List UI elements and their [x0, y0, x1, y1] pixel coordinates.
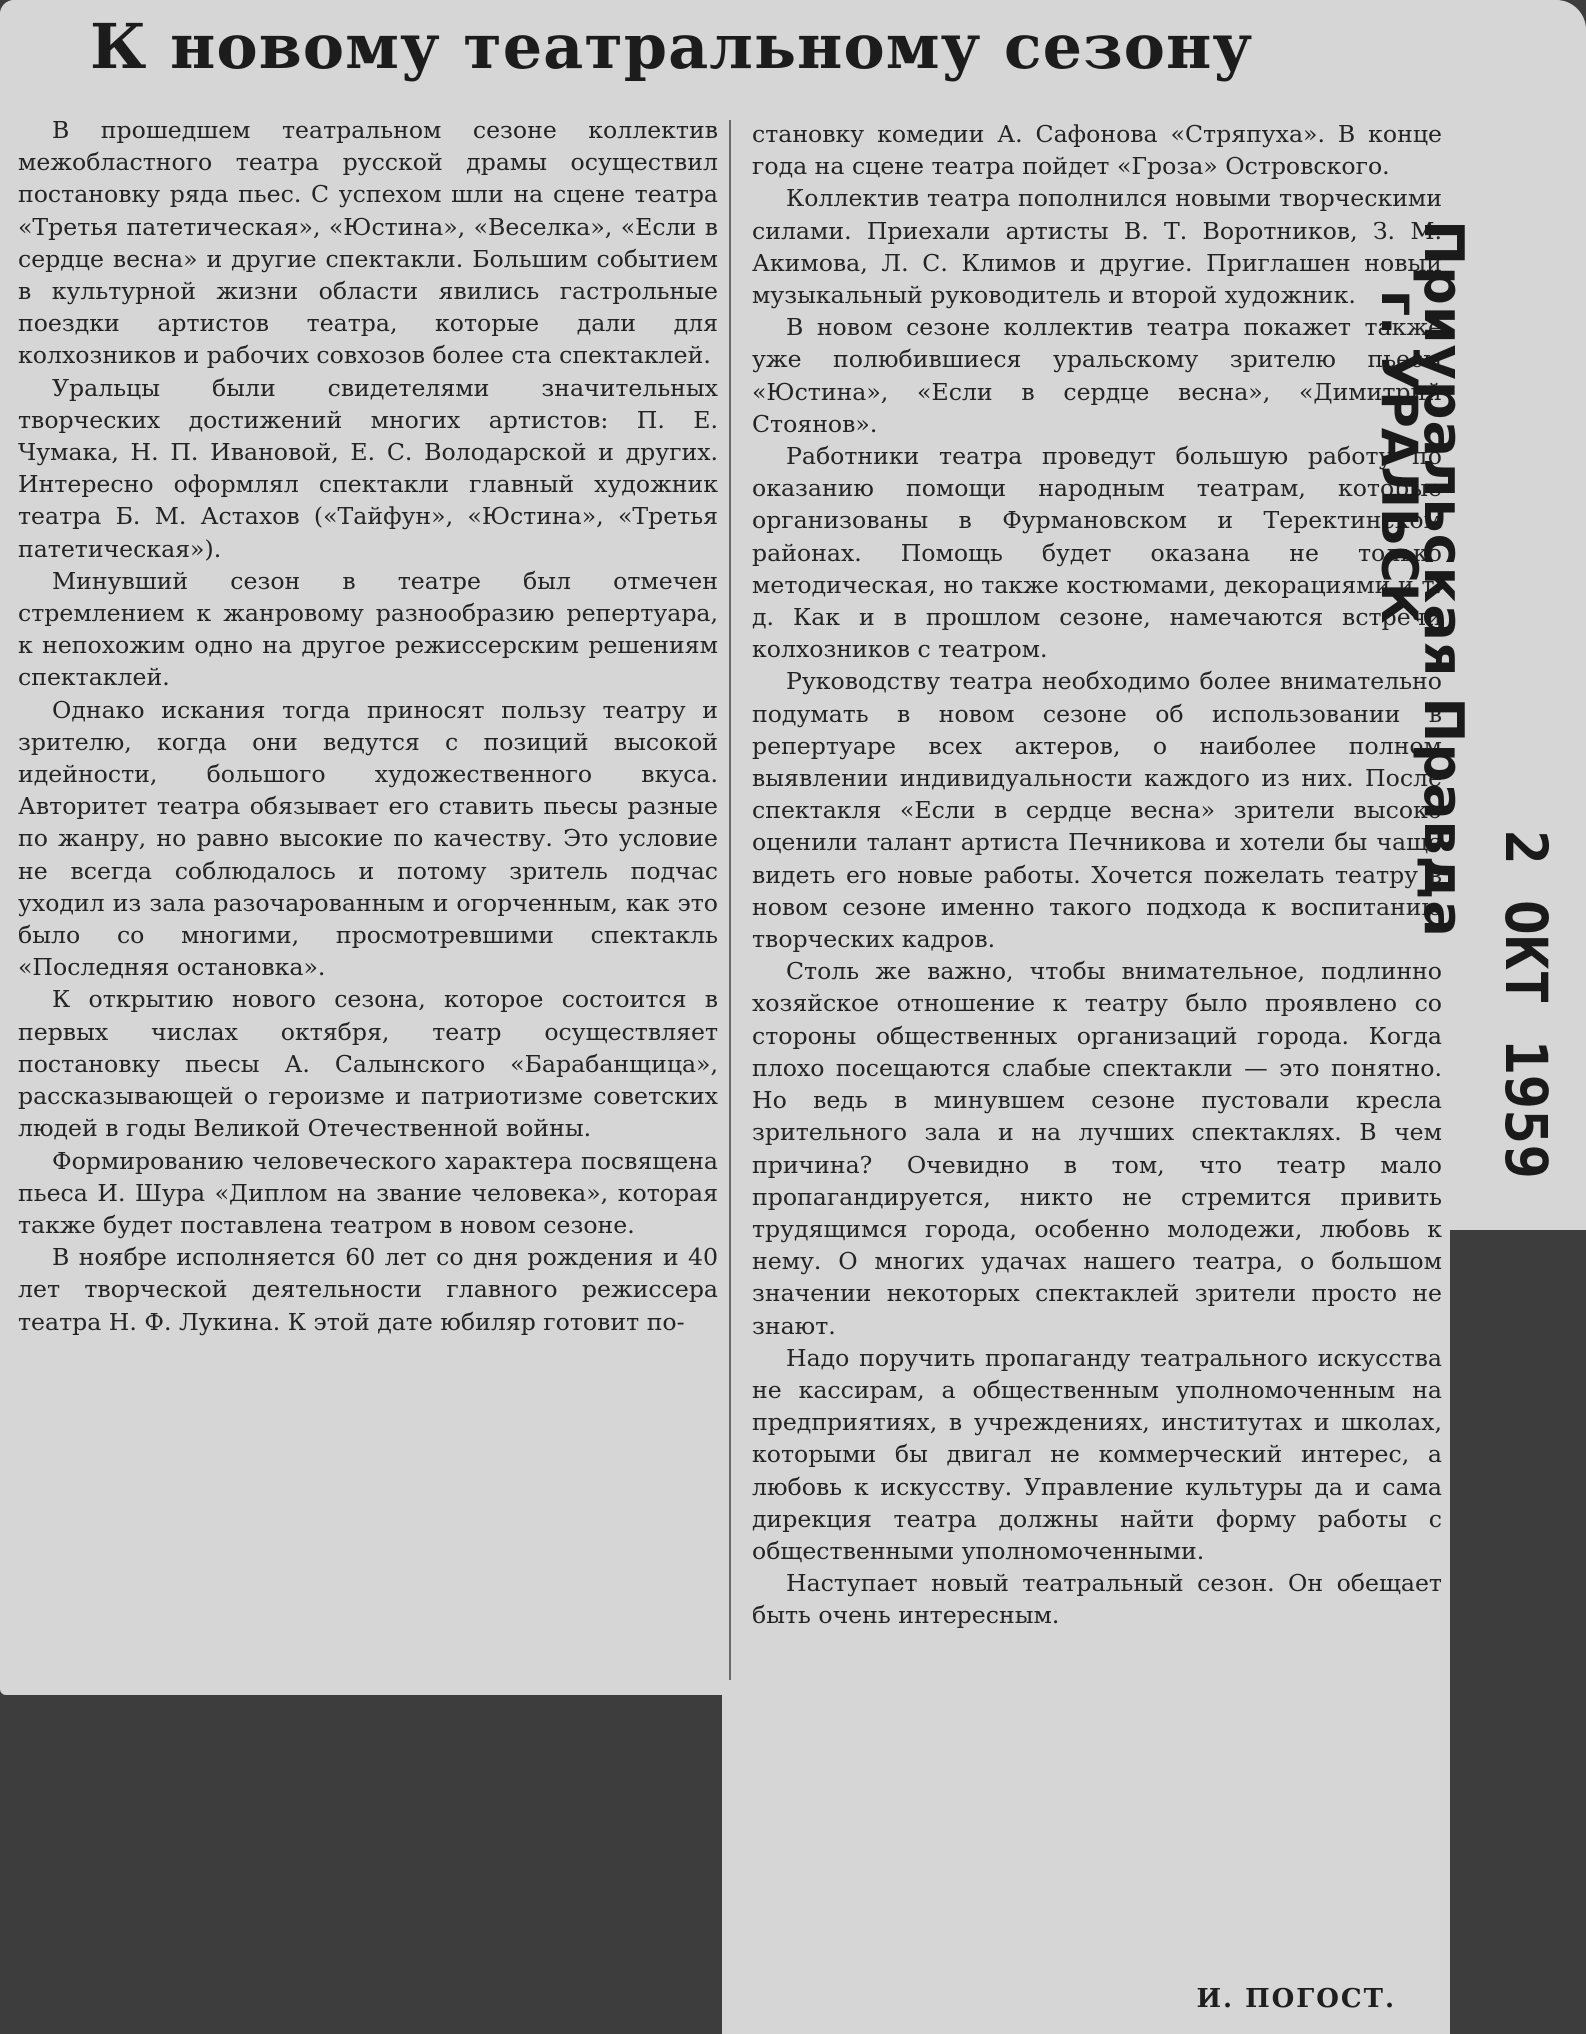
paragraph: Минувший сезон в театре был отмечен стремлением к жанровому разнообразию репертуара, к непохожим одно на другое режиссерским решениям спектаклей.: [18, 566, 718, 692]
stamp-city: г. УРАЛЬСК: [1370, 290, 1428, 624]
paragraph: Работники театра проведут большую работу по оказанию помощи народным театрам, которые организованы в Фурмановском и Теректинском районах. Помощь будет оказана не только методическая, но также костюмами, декорациями и т. д. Как и в прошлом сезоне, намечаются встречи колхозников с театром.: [752, 442, 1442, 664]
stamp-date: 2 ОКТ 1959: [1492, 830, 1560, 1180]
left-column: [18, 114, 718, 1338]
paragraph: становку комедии А. Сафонова «Стряпуха». В конце года на сцене театра пойдет «Гроза» Островского.: [752, 120, 1442, 181]
background-strip: [1450, 1230, 1586, 2034]
paragraph: Столь же важно, чтобы внимательное, подлинно хозяйское отношение к театру было проявлено со стороны общественных организаций города. Когда плохо посещаются слабые спектакли — это понятно. Но ведь в минувшем сезоне пустовали кресла зрительного зала и на лучших спектаклях. В чем причина? Очевидно в том, что театр мало пропагандируется, никто не стремится привить трудящимся города, особенно молодежи, любовь к нему. О многих удачах нашего театра, о большом значении некоторых спектаклей зрители просто не знают.: [752, 957, 1442, 1340]
paragraph: Руководству театра необходимо более внимательно подумать в новом сезоне об использовании в репертуаре всех актеров, о наиболее полном выявлении индивидуальности каждого из них. После спектакля «Если в сердце весна» зрители высоко оценили талант артиста Печникова и хотели бы чаще видеть его новые работы. Хочется пожелать театру в новом сезоне именно такого подхода к воспитанию творческих кадров.: [752, 667, 1442, 954]
stamp-paper-name: Приуральская Правда: [1412, 220, 1475, 938]
author-signature: И. ПОГОСТ.: [1196, 1984, 1396, 2014]
paragraph: В новом сезоне коллектив театра покажет также уже полюбившиеся уральскому зрителю пьесы «Юстина», «Если в сердце весна», «Димитрий Стоянов».: [752, 313, 1442, 438]
paragraph: Наступает новый театральный сезон. Он обещает быть очень интересным.: [752, 1569, 1442, 1630]
right-column: [752, 118, 1442, 1632]
paragraph: Надо поручить пропаганду театрального искусства не кассирам, а общественным уполномоченным на предприятиях, в учреждениях, институтах и школах, которыми бы двигал не коммерческий интерес, а любовь к искусству. Управление культуры да и сама дирекция театра должны найти форму работы с общественными уполномоченными.: [752, 1343, 1442, 1565]
paragraph: Коллектив театра пополнился новыми творческими силами. Приехали артисты В. Т. Воротников, З. М. Акимова, Л. С. Климов и другие. Приглашен новый музыкальный руководитель и второй художник.: [752, 184, 1442, 310]
paragraph: Однако искания тогда приносят пользу театру и зрителю, когда они ведутся с позиций высокой идейности, большого художественного вкуса. Авторитет театра обязывает его ставить пьесы разные по жанру, но равно высокие по качеству. Это условие не всегда соблюдалось и потому зритель подчас уходил из зала разочарованным и огорченным, как это было со многими, просмотревшими спектакль «Последняя остановка».: [18, 695, 718, 982]
column-divider: [729, 120, 731, 1680]
paragraph: В прошедшем театральном сезоне коллектив межобластного театра русской драмы осуществил постановку ряда пьес. С успехом шли на сцене театра «Третья патетическая», «Юстина», «Веселка», «Если в сердце весна» и другие спектакли. Большим событием в культурной жизни области явились гастрольные поездки артистов театра, которые дали для колхозников и рабочих совхозов более ста спектаклей.: [18, 116, 718, 370]
paragraph: Уральцы были свидетелями значительных творческих достижений многих артистов: П. Е. Чумака, Н. П. Ивановой, Е. С. Володарской и других. Интересно оформлял спектакли главный художник театра Б. М. Астахов («Тайфун», «Юстина», «Третья патетическая»).: [18, 373, 718, 563]
paragraph: В ноябре исполняется 60 лет со дня рождения и 40 лет творческой деятельности главного режиссера театра Н. Ф. Лукина. К этой дате юбиляр готовит по-: [18, 1243, 718, 1336]
paragraph: К открытию нового сезона, которое состоится в первых числах октября, театр осуществляет постановку пьесы А. Салынского «Барабанщица», рассказывающей о героизме и патриотизме советских людей в годы Великой Отечественной войны.: [18, 985, 718, 1143]
article-title: К новому театральному сезону: [90, 10, 1254, 83]
paragraph: Формированию человеческого характера посвящена пьеса И. Шура «Диплом на звание человека», которая также будет поставлена театром в новом сезоне.: [18, 1146, 718, 1239]
